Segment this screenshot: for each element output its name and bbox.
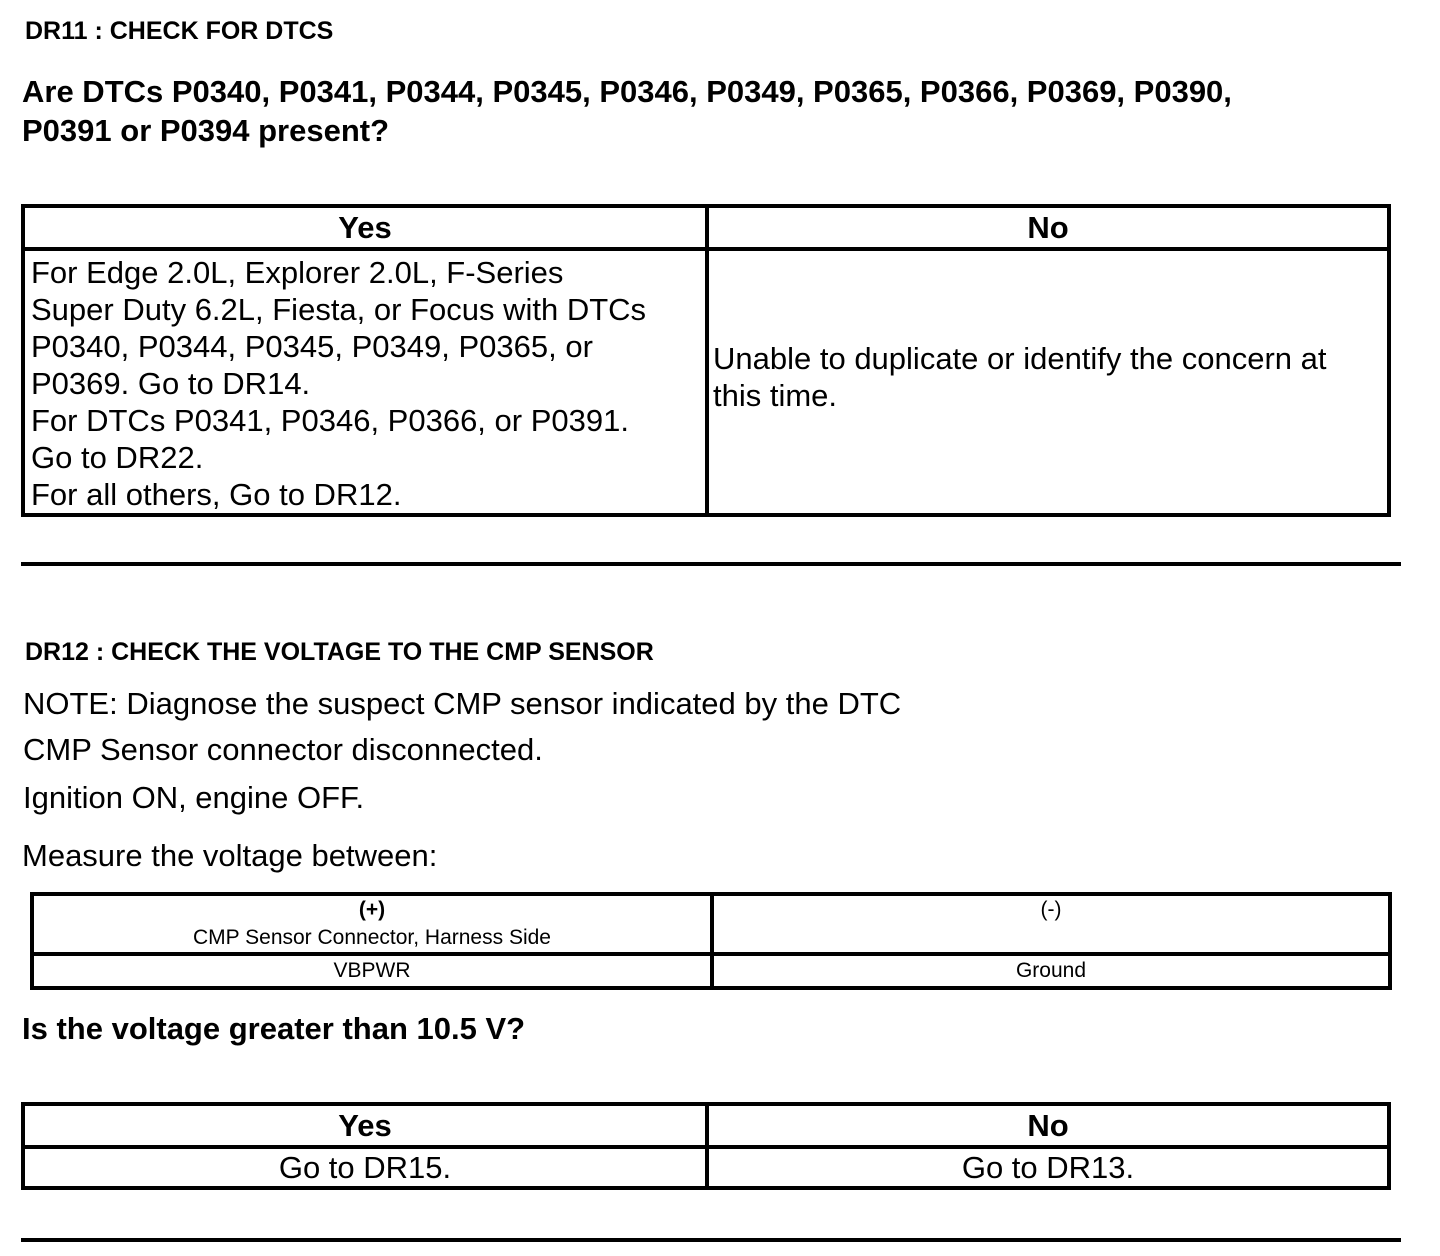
dr11-yes-line: For DTCs P0341, P0346, P0366, or P0391.	[31, 403, 629, 438]
dr11-yes-line: P0369. Go to DR14.	[31, 366, 311, 401]
dr12-measure-label: Measure the voltage between:	[22, 838, 438, 873]
dr12-no-value: Go to DR13.	[707, 1147, 1389, 1188]
measure-minus-header-cell	[712, 894, 1390, 954]
measure-minus-header: (-)	[1040, 898, 1062, 921]
dr11-yes-no-table	[21, 204, 1391, 517]
dr11-no-line: this time.	[713, 378, 838, 413]
dr12-no-header: No	[707, 1104, 1389, 1147]
section-divider	[21, 562, 1401, 566]
dr11-yes-cell	[23, 249, 707, 515]
dr11-yes-line: For Edge 2.0L, Explorer 2.0L, F-Series	[31, 255, 564, 290]
dr11-yes-line: P0340, P0344, P0345, P0349, P0365, or	[31, 329, 593, 364]
dr11-yes-line: Super Duty 6.2L, Fiesta, or Focus with DTCs	[31, 292, 647, 327]
dr11-yes-header: Yes	[23, 206, 707, 249]
dr11-question-line2: P0391 or P0394 present?	[22, 113, 390, 148]
dr12-yes-value: Go to DR15.	[23, 1147, 707, 1188]
dr12-note: NOTE: Diagnose the suspect CMP sensor indicated by the DTC	[23, 686, 902, 721]
dr12-yes-header: Yes	[23, 1104, 707, 1147]
dr12-title: DR12 : CHECK THE VOLTAGE TO THE CMP SENSOR	[25, 638, 654, 666]
dr11-no-line: Unable to duplicate or identify the concern at	[713, 341, 1327, 376]
dr11-yes-line: For all others, Go to DR12.	[31, 477, 402, 512]
dr12-yes-no-table	[21, 1102, 1391, 1190]
dr11-title: DR11 : CHECK FOR DTCS	[25, 17, 334, 45]
dr12-step-connector: CMP Sensor connector disconnected.	[23, 732, 543, 767]
measure-plus-value: VBPWR	[32, 954, 712, 988]
dr11-yes-line: Go to DR22.	[31, 440, 204, 475]
dr12-measurement-table	[30, 892, 1392, 990]
dr11-no-header: No	[707, 206, 1389, 249]
dr11-question-line1: Are DTCs P0340, P0341, P0344, P0345, P0346, P0349, P0365, P0366, P0369, P0390,	[22, 74, 1232, 109]
dr12-step-ignition: Ignition ON, engine OFF.	[23, 780, 365, 815]
measure-plus-subheader: CMP Sensor Connector, Harness Side	[193, 926, 551, 949]
measure-minus-value: Ground	[712, 954, 1390, 988]
measure-plus-header: (+)	[358, 898, 386, 921]
dr11-no-cell	[707, 249, 1389, 515]
section-divider-bottom	[21, 1238, 1401, 1242]
measure-plus-header-cell	[32, 894, 712, 954]
dr11-question	[22, 72, 1232, 150]
dr12-question: Is the voltage greater than 10.5 V?	[22, 1011, 526, 1046]
